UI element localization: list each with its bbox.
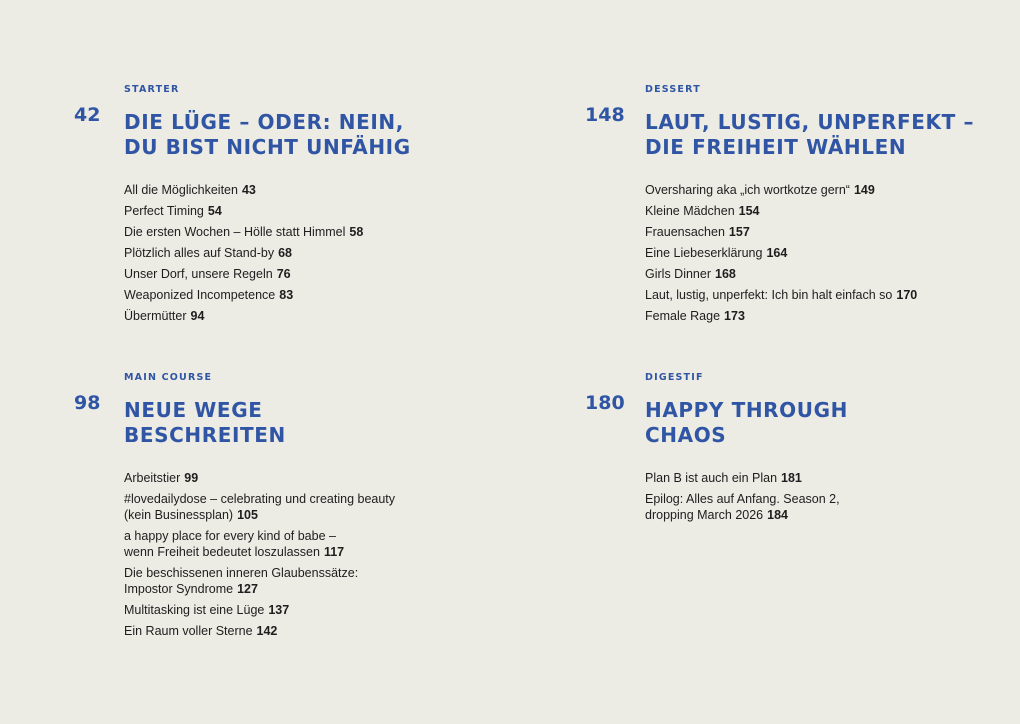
toc-entry[interactable]: Perfect Timing 54 (124, 203, 222, 218)
toc-section-starter (74, 84, 484, 329)
toc-section-main-course (74, 372, 484, 644)
toc-entry[interactable]: Die ersten Wochen – Hölle statt Himmel 58 (124, 224, 364, 239)
toc-section-digestif (585, 372, 1005, 528)
toc-entry[interactable]: Plötzlich alles auf Stand-by 68 (124, 245, 292, 260)
toc-entry[interactable]: #lovedailydose – celebrating und creating beauty (kein Businessplan) 105 (124, 491, 396, 522)
toc-entry[interactable]: Weaponized Incompetence 83 (124, 287, 294, 302)
toc-section-dessert (585, 84, 1005, 329)
toc-entry[interactable]: Frauensachen 157 (645, 224, 750, 239)
toc-entry-list (645, 182, 1005, 324)
section-start-page: 148 (585, 104, 625, 126)
toc-entry[interactable]: Plan B ist auch ein Plan 181 (645, 470, 802, 485)
toc-entry[interactable]: Kleine Mädchen 154 (645, 203, 760, 218)
section-label: DESSERT (645, 84, 701, 95)
section-start-page: 42 (74, 104, 101, 126)
section-label: STARTER (124, 84, 180, 95)
toc-entry[interactable]: Ein Raum voller Sterne 142 (124, 623, 278, 638)
section-title: LAUT, LUSTIG, UNPERFEKT – DIE FREIHEIT WÄHLEN (645, 109, 975, 159)
toc-entry-list (124, 182, 484, 324)
section-start-page: 180 (585, 392, 625, 414)
toc-entry[interactable]: Unser Dorf, unsere Regeln 76 (124, 266, 291, 281)
toc-entry[interactable]: Epilog: Alles auf Anfang. Season 2, dropping March 2026 184 (645, 491, 840, 522)
toc-entry[interactable]: Laut, lustig, unperfekt: Ich bin halt einfach so 170 (645, 287, 918, 302)
section-title: DIE LÜGE – ODER: NEIN, DU BIST NICHT UNFÄHIG (124, 109, 411, 159)
toc-entry[interactable]: Eine Liebeserklärung 164 (645, 245, 788, 260)
toc-entry[interactable]: Female Rage 173 (645, 308, 745, 323)
section-label: DIGESTIF (645, 372, 704, 383)
section-title: HAPPY THROUGH CHAOS (645, 397, 848, 447)
section-label: MAIN COURSE (124, 372, 213, 383)
toc-entry[interactable]: a happy place for every kind of babe – wenn Freiheit bedeutet loszulassen 117 (124, 528, 345, 559)
toc-entry[interactable]: Girls Dinner 168 (645, 266, 736, 281)
toc-entry-list (124, 470, 484, 639)
toc-entry[interactable]: Oversharing aka „ich wortkotze gern“ 149 (645, 182, 875, 197)
toc-entry-list (645, 470, 1005, 523)
toc-entry[interactable]: Arbeitstier 99 (124, 470, 199, 485)
toc-entry[interactable]: Multitasking ist eine Lüge 137 (124, 602, 290, 617)
toc-entry[interactable]: All die Möglichkeiten 43 (124, 182, 256, 197)
section-title: NEUE WEGE BESCHREITEN (124, 397, 286, 447)
section-start-page: 98 (74, 392, 101, 414)
toc-entry[interactable]: Übermütter 94 (124, 308, 205, 323)
toc-entry[interactable]: Die beschissenen inneren Glaubenssätze: Impostor Syndrome 127 (124, 565, 359, 596)
